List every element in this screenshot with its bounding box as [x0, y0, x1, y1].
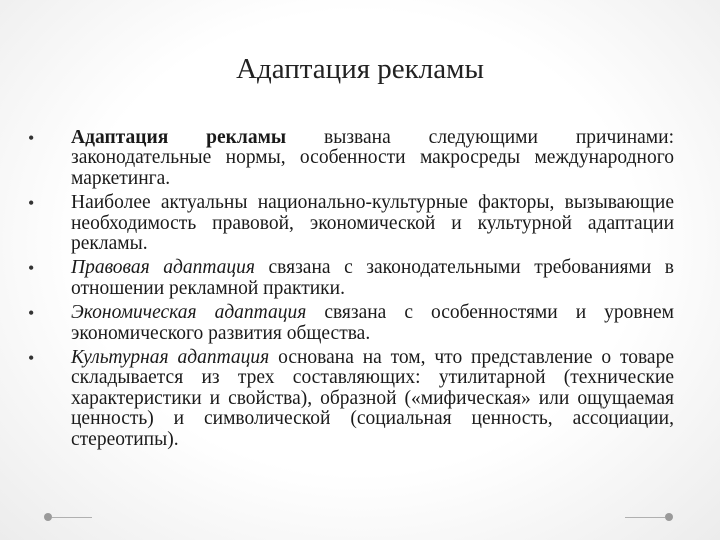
bullet-lead: Правовая адаптация: [71, 257, 255, 279]
decor-dot-left: [44, 513, 52, 521]
decor-line-right: [625, 517, 665, 518]
bullet-text: основана на том, что представление о товаре складывается из трех составляющих: утилитарной (технические характеристики и свойства), образной («мифическая» или ощущаемая ценность) и символической (социальная ценность, ассоциации, стереотипы).: [71, 347, 674, 450]
bullet-list: [28, 128, 674, 454]
bullet-text: Наиболее актуальны национально-культурные факторы, вызывающие необходимость правовой, экономической и культурной адаптации рекламы.: [71, 192, 674, 255]
bullet-item-cultural-adaptation: [28, 348, 674, 450]
decor-dot-right: [665, 513, 673, 521]
bullet-item-legal-adaptation: [28, 258, 674, 299]
bullet-text: вызвана следующими причинами: законодательные нормы, особенности макросреды международного маркетинга.: [71, 127, 674, 189]
slide-title: Адаптация рекламы: [236, 53, 484, 85]
bullet-text: связана с особенностями и уровнем экономического развития общества.: [71, 302, 675, 344]
bullet-lead: Адаптация рекламы: [71, 127, 287, 148]
bullet-item-adaptation-causes: [28, 128, 674, 189]
bullet-item-economic-adaptation: [28, 303, 674, 344]
decor-line-left: [52, 517, 92, 518]
bullet-text: связана с законодательными требованиями в отношении рекламной практики.: [71, 257, 675, 299]
bullet-lead: Экономическая адаптация: [71, 302, 307, 324]
bullet-lead: Культурная адаптация: [71, 347, 270, 369]
bullet-item-national-factors: [28, 193, 674, 254]
